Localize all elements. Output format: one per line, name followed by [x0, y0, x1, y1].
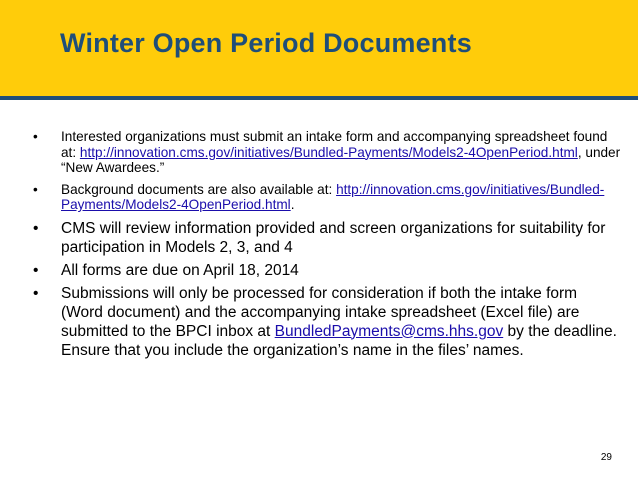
bullet-text: CMS will review information provided and screen organizations for suitability for participation in Models 2, 3, and 4 [61, 219, 606, 256]
bullet-item-submissions [33, 284, 623, 360]
bpci-inbox-email-link[interactable]: BundledPayments@cms.hhs.gov [274, 322, 504, 340]
bullet-item-background-docs [33, 182, 623, 213]
bullet-marker: • [33, 261, 39, 279]
intake-form-link[interactable]: http://innovation.cms.gov/initiatives/Bundled-Payments/Models2-4OpenPeriod.html [79, 144, 578, 160]
slide-title: Winter Open Period Documents [60, 28, 472, 58]
bullet-marker: • [33, 219, 39, 237]
bullet-text-tail: . [290, 197, 295, 212]
bullet-marker: • [33, 284, 39, 302]
bullet-marker: • [33, 181, 38, 197]
background-docs-link[interactable]: http://innovation.cms.gov/initiatives/Bundled-Payments/Models2-4OpenPeriod.html [61, 181, 605, 212]
title-banner [0, 0, 638, 100]
bullet-text: Submissions will only be processed for consideration if both the intake form (Word document) and the accompanying intake spreadsheet (Excel file) are submitted to the BPCI inbox at [61, 284, 580, 340]
bullet-text: Interested organizations must submit an intake form and accompanying spreadsheet found at: [61, 129, 608, 160]
bullet-text: All forms are due on April 18, 2014 [61, 261, 299, 279]
bullet-text: Background documents are also available at: [61, 181, 337, 197]
bullet-text-tail: by the deadline. Ensure that you include the organization’s name in the files’ names. [61, 322, 617, 359]
bullet-marker: • [33, 129, 38, 144]
bullet-text-tail: , under “New Awardees.” [61, 144, 621, 175]
bullet-item-intake-form [33, 129, 623, 176]
bullet-item-cms-review [33, 219, 623, 257]
bullet-list [33, 129, 623, 364]
bullet-item-deadline [33, 261, 623, 280]
page-number: 29 [600, 452, 612, 463]
